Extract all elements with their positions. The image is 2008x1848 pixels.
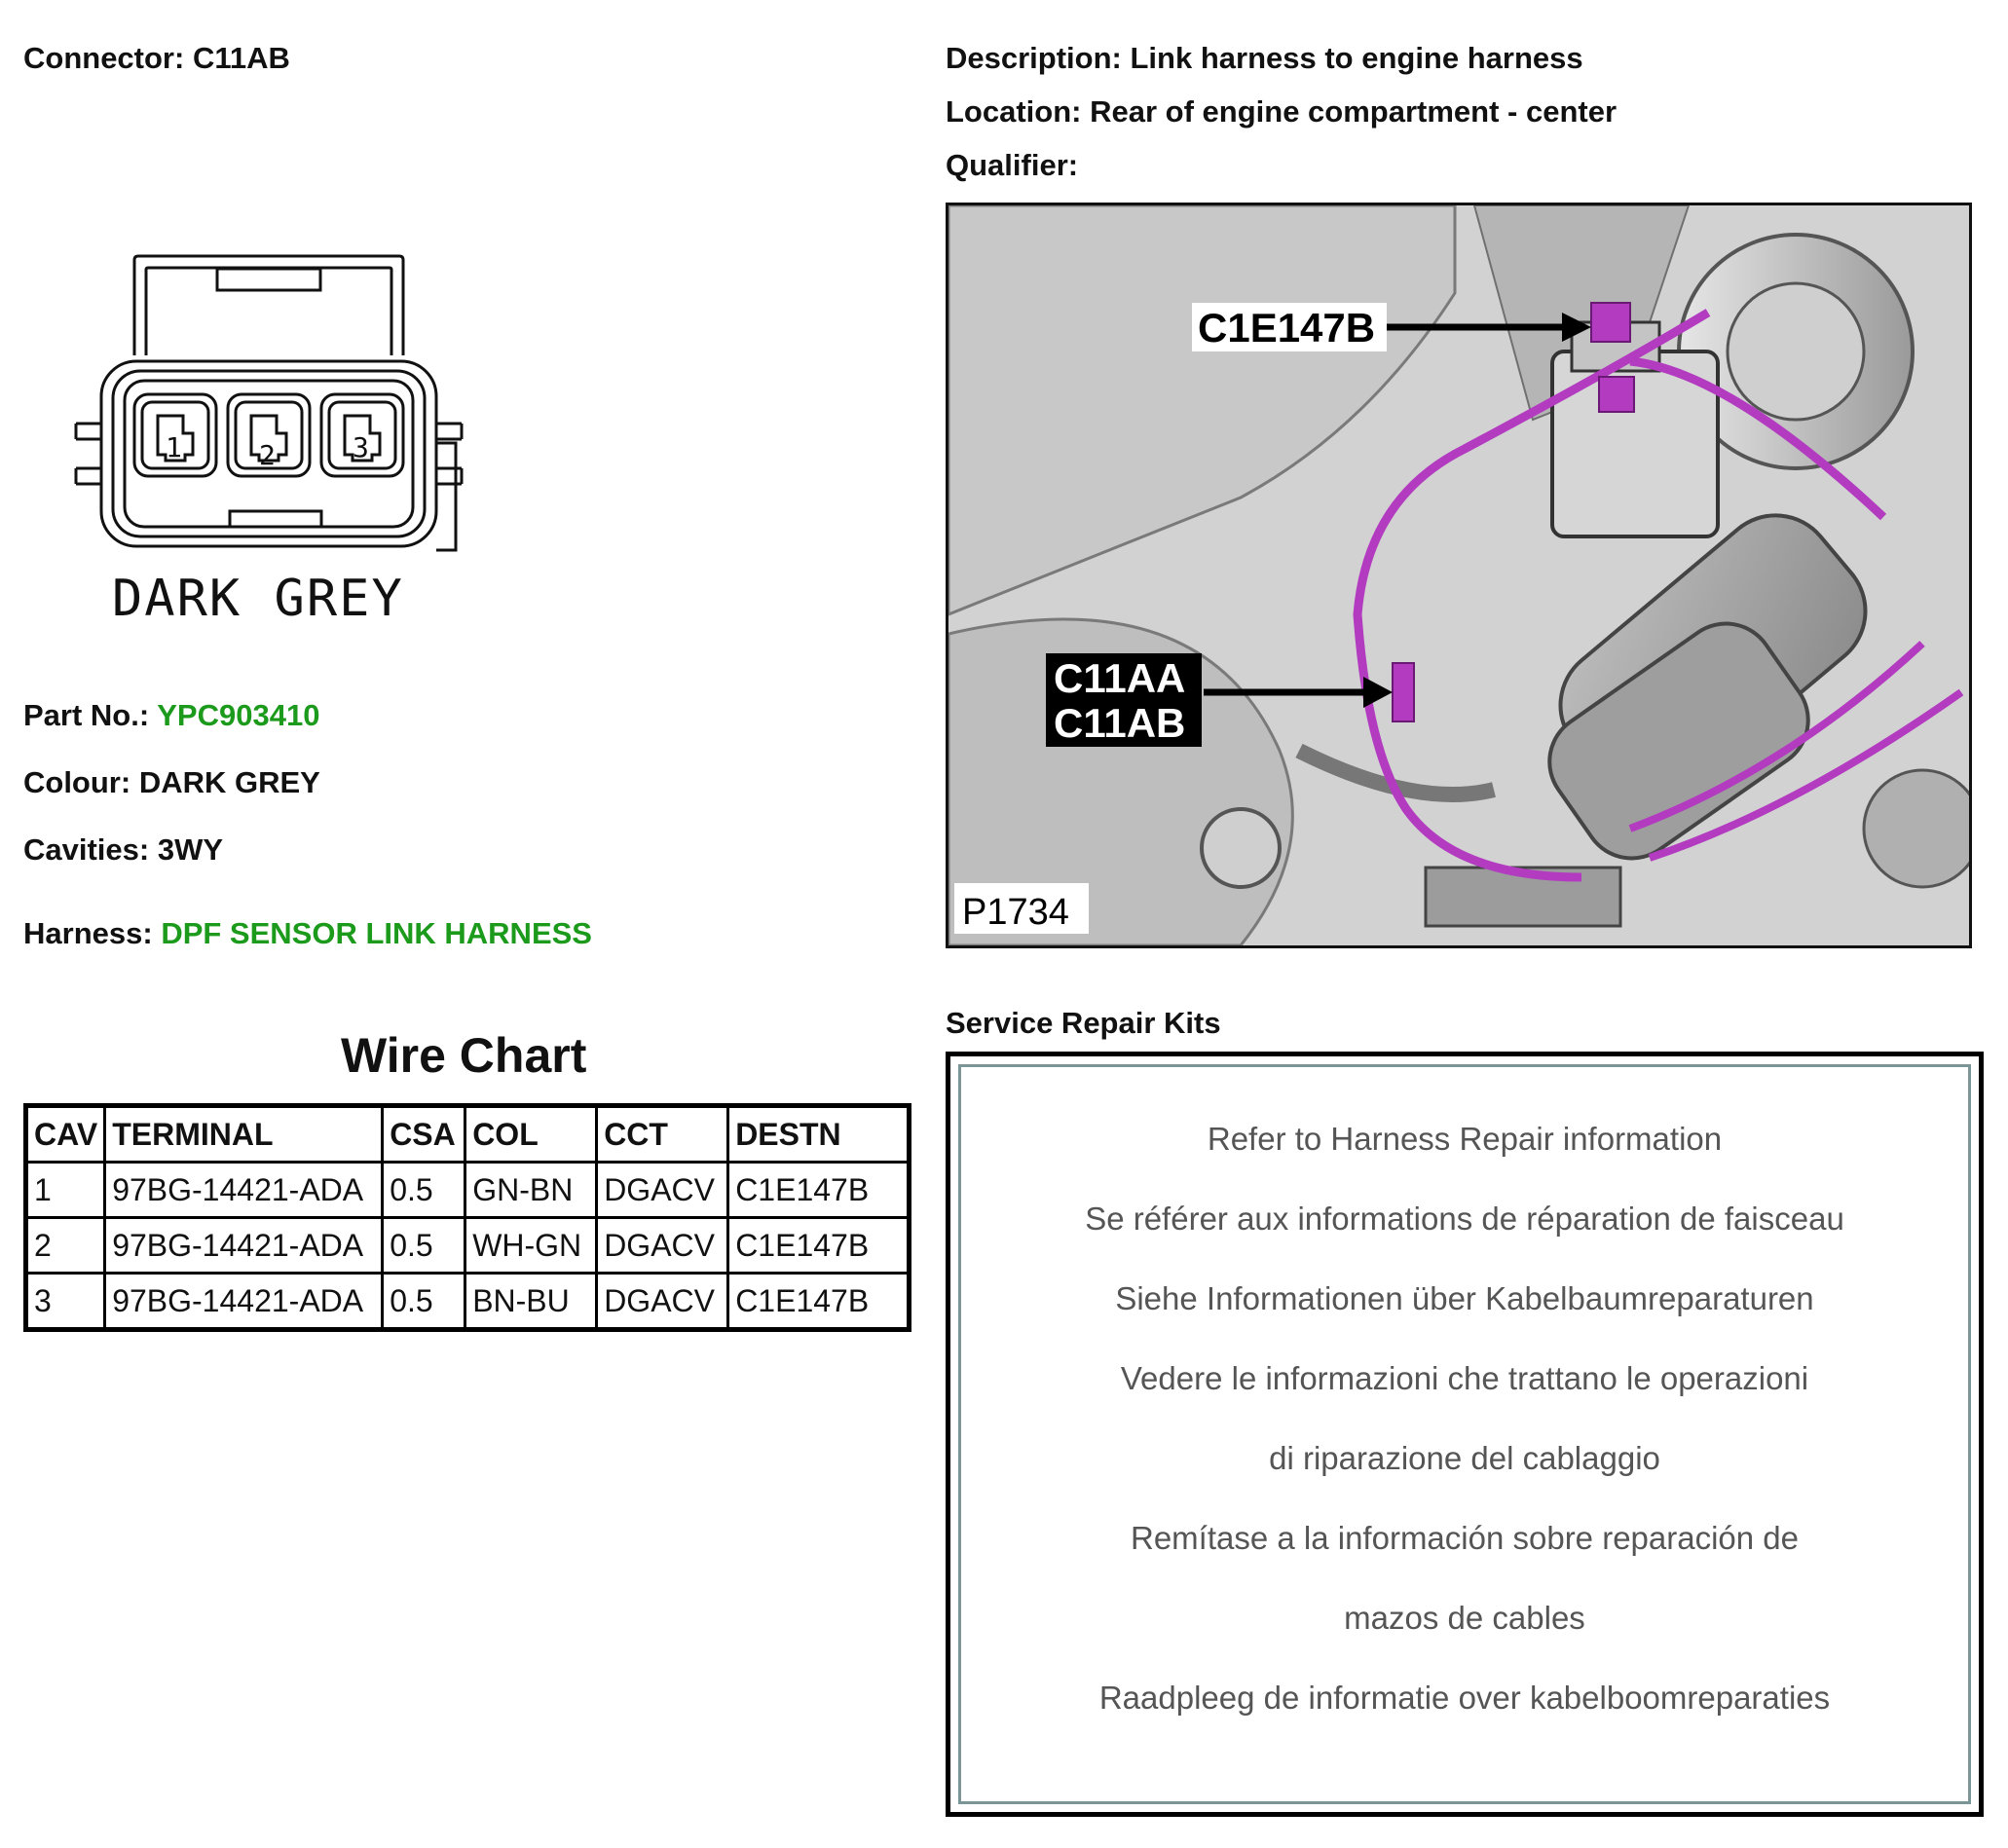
table-header-row bbox=[26, 1106, 910, 1163]
wire-chart-title: Wire Chart bbox=[341, 1028, 587, 1083]
header-csa: CSA bbox=[383, 1106, 465, 1163]
cavities-field bbox=[23, 832, 223, 868]
header-col: COL bbox=[465, 1106, 597, 1163]
cell-terminal: 97BG-14421-ADA bbox=[105, 1163, 383, 1218]
cell-destn: C1E147B bbox=[728, 1218, 910, 1274]
kit-line: di riparazione del cablaggio bbox=[1269, 1440, 1660, 1476]
header-destn: DESTN bbox=[728, 1106, 910, 1163]
kit-line: mazos de cables bbox=[1344, 1600, 1585, 1636]
cell-csa: 0.5 bbox=[383, 1274, 465, 1330]
wire-chart-table bbox=[23, 1103, 911, 1332]
cell-cct: DGACV bbox=[597, 1274, 728, 1330]
photo-id: P1734 bbox=[962, 892, 1069, 933]
table-row bbox=[26, 1274, 910, 1330]
header-cav: CAV bbox=[26, 1106, 105, 1163]
cell-csa: 0.5 bbox=[383, 1218, 465, 1274]
kit-line: Se référer aux informations de réparation de faisceau bbox=[1085, 1201, 1844, 1237]
harness-link[interactable]: DPF SENSOR LINK HARNESS bbox=[161, 916, 592, 950]
header-cct: CCT bbox=[597, 1106, 728, 1163]
colour-label: Colour: bbox=[23, 765, 131, 799]
cell-cct: DGACV bbox=[597, 1218, 728, 1274]
colour-field bbox=[23, 765, 320, 800]
service-repair-kits-title: Service Repair Kits bbox=[946, 1006, 1221, 1040]
description-value: Link harness to engine harness bbox=[1130, 41, 1583, 75]
cell-destn: C1E147B bbox=[728, 1163, 910, 1218]
description-label: Description: bbox=[946, 41, 1122, 75]
cell-terminal: 97BG-14421-ADA bbox=[105, 1274, 383, 1330]
cell-destn: C1E147B bbox=[728, 1274, 910, 1330]
qualifier-label: Qualifier: bbox=[946, 148, 1079, 182]
callout-c1e147b: C1E147B bbox=[1198, 305, 1376, 351]
header-terminal: TERMINAL bbox=[105, 1106, 383, 1163]
table-row bbox=[26, 1218, 910, 1274]
callout-c11ab: C11AB bbox=[1054, 700, 1186, 746]
cavity-number-1: 1 bbox=[166, 431, 182, 463]
cell-col: GN-BN bbox=[465, 1163, 597, 1218]
connector-label: Connector: bbox=[23, 41, 185, 75]
qualifier-field bbox=[946, 148, 1078, 183]
kit-line: Refer to Harness Repair information bbox=[1207, 1121, 1723, 1157]
description-field bbox=[946, 41, 1583, 76]
cell-cav: 2 bbox=[26, 1218, 105, 1274]
connector-value: C11AB bbox=[192, 41, 290, 75]
connector-face-drawing bbox=[68, 248, 477, 560]
cell-cct: DGACV bbox=[597, 1163, 728, 1218]
colour-value: DARK GREY bbox=[138, 765, 320, 799]
cell-csa: 0.5 bbox=[383, 1163, 465, 1218]
cavity-number-3: 3 bbox=[353, 431, 369, 463]
cell-terminal: 97BG-14421-ADA bbox=[105, 1218, 383, 1274]
service-repair-kits-box bbox=[946, 1052, 1984, 1817]
table-row bbox=[26, 1163, 910, 1218]
cavities-value: 3WY bbox=[157, 832, 224, 867]
cell-col: WH-GN bbox=[465, 1218, 597, 1274]
part-number-link[interactable]: YPC903410 bbox=[157, 698, 320, 732]
cavities-label: Cavities: bbox=[23, 832, 150, 867]
part-number-label: Part No.: bbox=[23, 698, 150, 732]
cell-col: BN-BU bbox=[465, 1274, 597, 1330]
cavity-number-2: 2 bbox=[259, 439, 276, 471]
location-field bbox=[946, 94, 1617, 129]
part-number-field bbox=[23, 698, 319, 733]
kit-line: Vedere le informazioni che trattano le operazioni bbox=[1120, 1360, 1809, 1396]
kit-line: Remítase a la información sobre reparación de bbox=[1130, 1520, 1800, 1556]
harness-label: Harness: bbox=[23, 916, 153, 950]
cell-cav: 3 bbox=[26, 1274, 105, 1330]
harness-field bbox=[23, 916, 592, 951]
location-value: Rear of engine compartment - center bbox=[1090, 94, 1618, 129]
location-label: Location: bbox=[946, 94, 1082, 129]
cell-cav: 1 bbox=[26, 1163, 105, 1218]
kit-line: Siehe Informationen über Kabelbaumreparaturen bbox=[1115, 1280, 1814, 1316]
service-repair-kits-inner bbox=[958, 1064, 1971, 1804]
connector-field bbox=[23, 41, 290, 76]
connector-colour-caption: DARK GREY bbox=[112, 570, 404, 628]
kit-line: Raadpleeg de informatie over kabelboomreparaties bbox=[1098, 1680, 1831, 1716]
callout-c11aa: C11AA bbox=[1054, 655, 1186, 701]
location-photo bbox=[946, 203, 1972, 948]
